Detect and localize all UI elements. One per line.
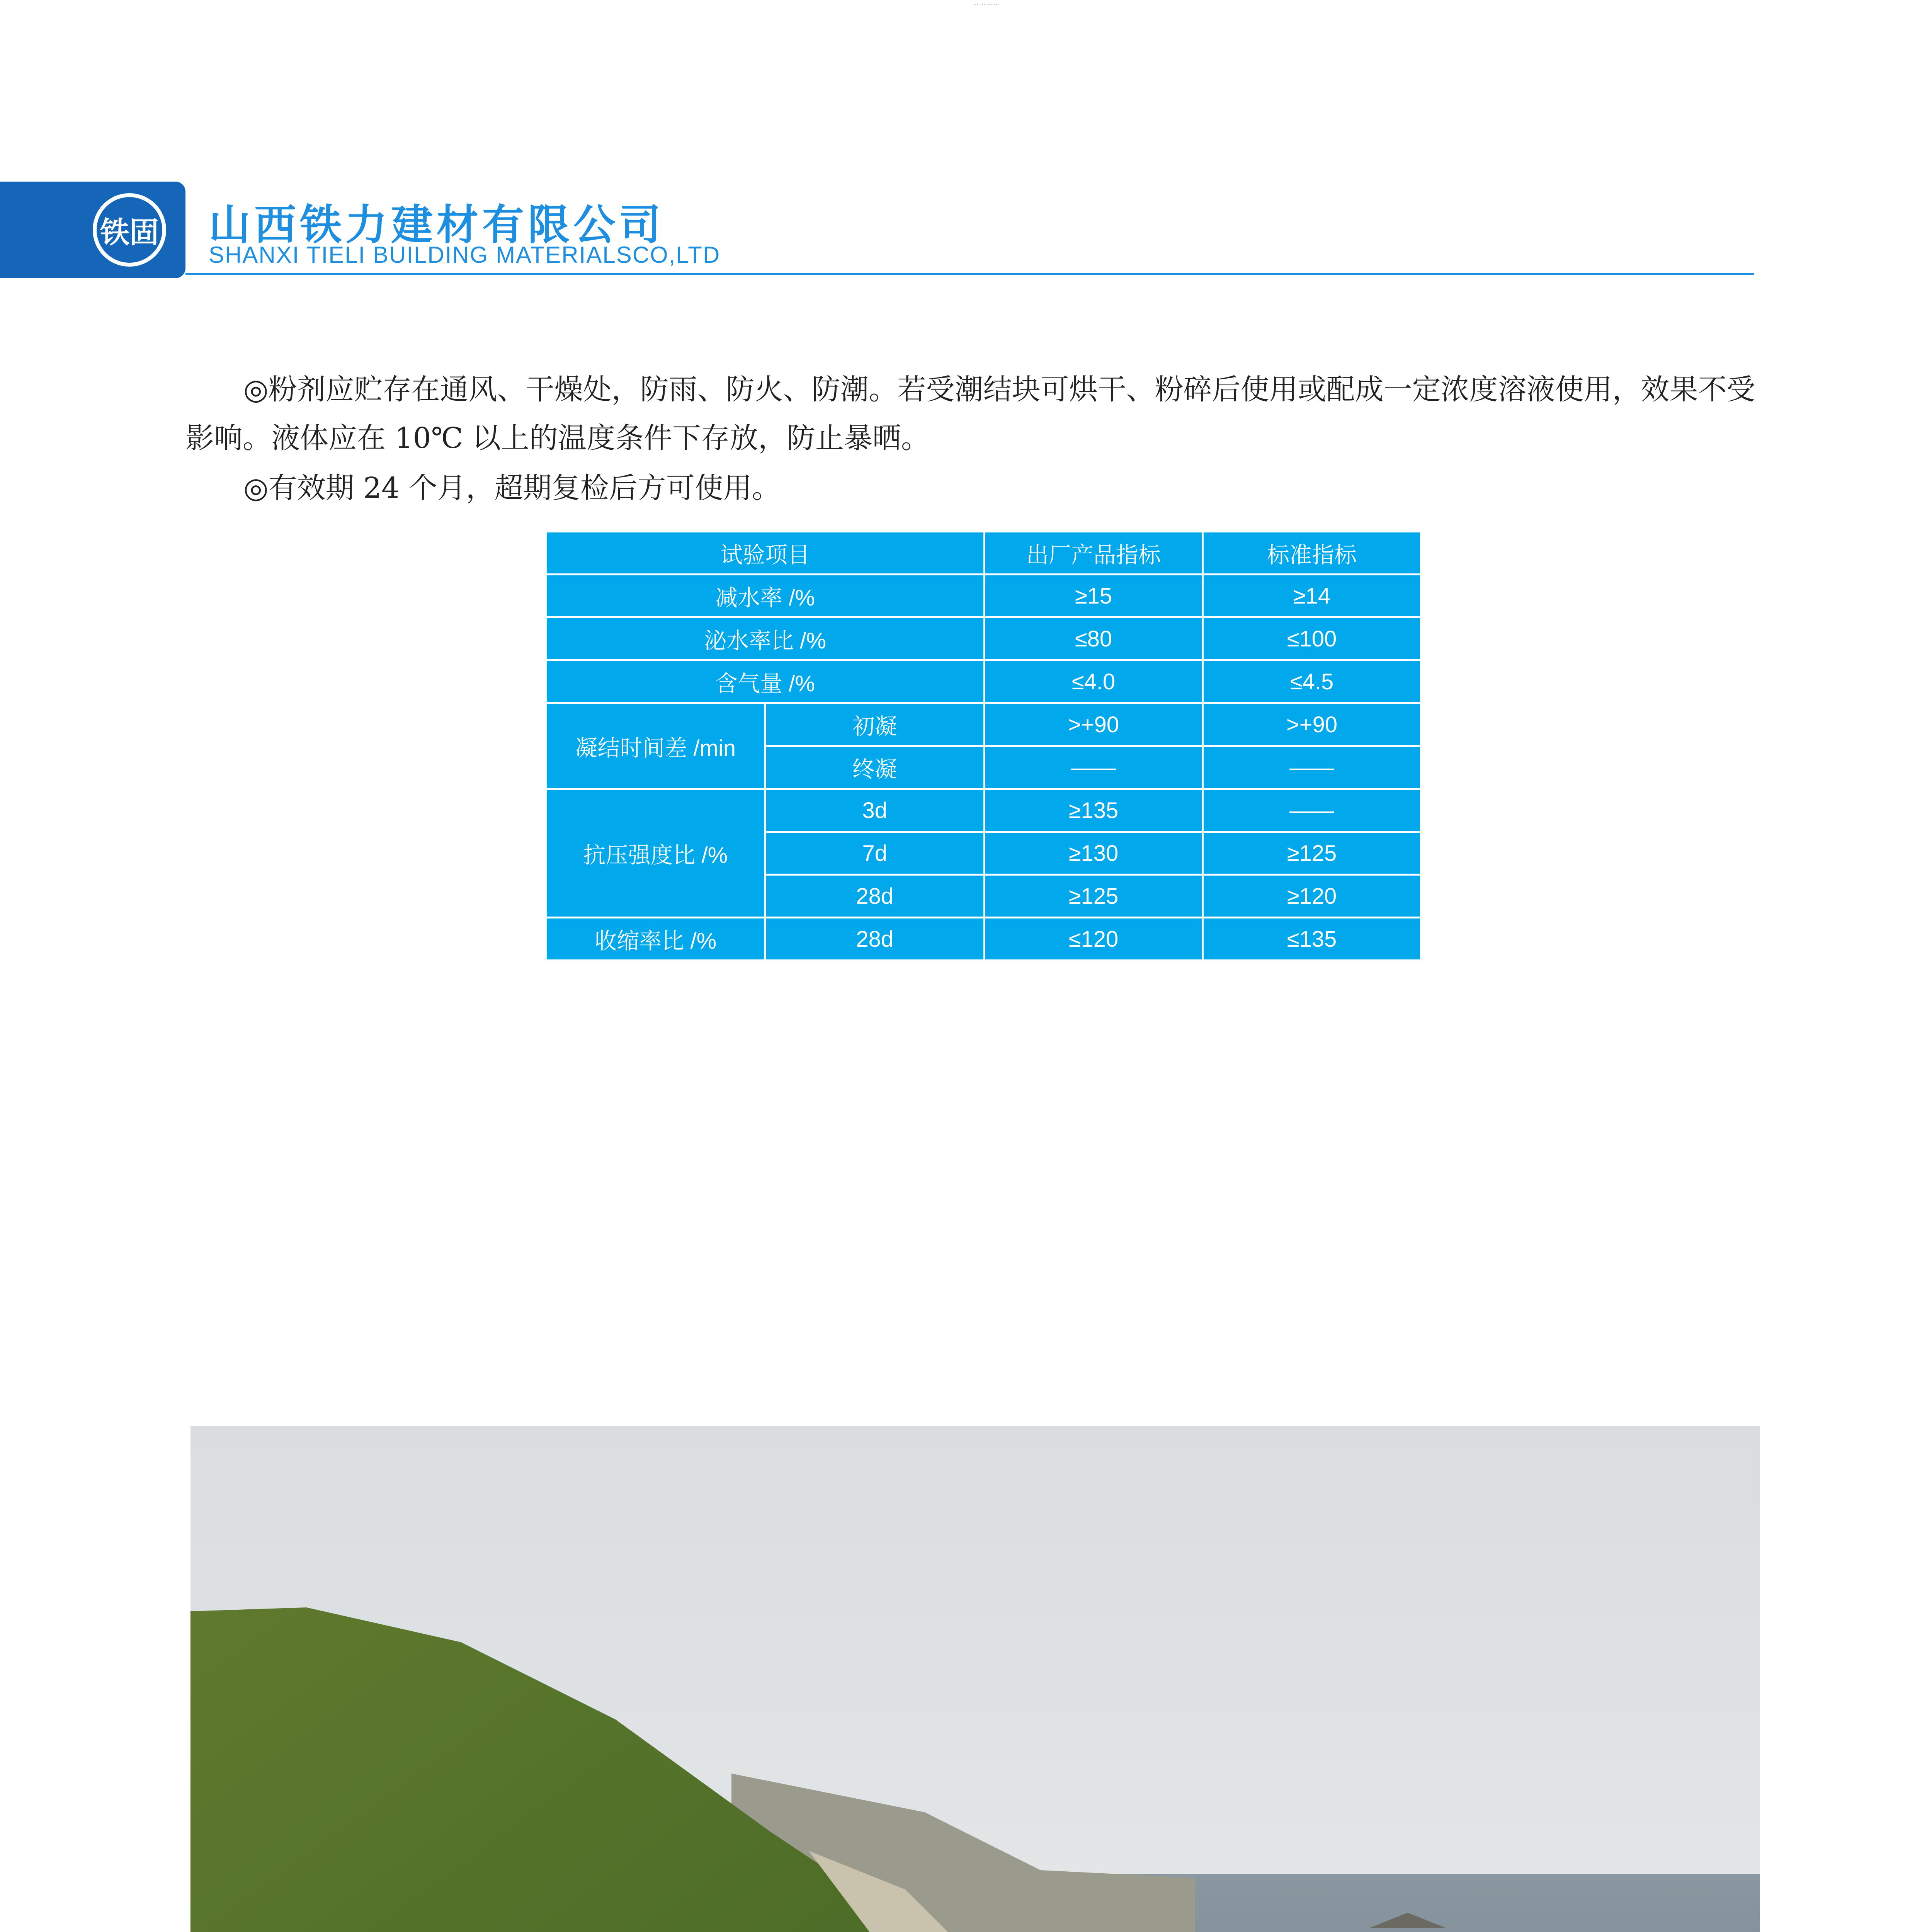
table-cell: ≥15 [985, 575, 1203, 617]
table-cell: 28d [765, 875, 985, 918]
table-row [546, 703, 1421, 746]
table-cell: ≤120 [985, 918, 1203, 961]
company-logo [89, 189, 170, 270]
table-row [546, 918, 1421, 961]
table-cell: 泌水率比 /% [546, 617, 985, 660]
spec-table [545, 531, 1422, 961]
table-cell: ≤100 [1203, 617, 1421, 660]
table-cell: ≤4.0 [985, 660, 1203, 703]
table-cell: 7d [765, 832, 985, 875]
company-name-cn: 山西铁力建材有限公司 [209, 201, 665, 249]
table-cell: ≥130 [985, 832, 1203, 875]
table-cell: ≤80 [985, 617, 1203, 660]
top-note: ··· ··· ······· [973, 2, 999, 8]
table-row [546, 660, 1421, 703]
header-divider [185, 273, 1754, 275]
table-header-row [546, 532, 1421, 575]
table-cell: 含气量 /% [546, 660, 985, 703]
table-cell: ≥125 [1203, 832, 1421, 875]
table-cell: ≥120 [1203, 875, 1421, 918]
table-header-cell: 标准指标 [1203, 532, 1421, 575]
table-cell: 28d [765, 918, 985, 961]
table-cell: 凝结时间差 /min [546, 703, 765, 789]
table-row [546, 617, 1421, 660]
table-row [546, 789, 1421, 832]
table-cell: 减水率 /% [546, 575, 985, 617]
table-cell: >+90 [985, 703, 1203, 746]
validity-paragraph: ◎有效期 24 个月，超期复检后方可使用。 [243, 471, 781, 505]
table-header-cell: 试验项目 [546, 532, 985, 575]
table-cell: ≥14 [1203, 575, 1421, 617]
table-header-cell: 出厂产品指标 [985, 532, 1203, 575]
table-cell: ≤135 [1203, 918, 1421, 961]
table-cell: 初凝 [765, 703, 985, 746]
table-cell: —— [1203, 746, 1421, 789]
table-cell: >+90 [1203, 703, 1421, 746]
bridge-photo [190, 1426, 1760, 1932]
table-cell: ≥125 [985, 875, 1203, 918]
table-cell: —— [1203, 789, 1421, 832]
table-cell: 终凝 [765, 746, 985, 789]
storage-paragraph: ◎粉剂应贮存在通风、干燥处，防雨、防火、防潮。若受潮结块可烘干、粉碎后使用或配成一定浓度溶液使用，效果不受影响。液体应在 10℃ 以上的温度条件下存放，防止暴晒。 [185, 373, 1755, 455]
table-cell: 抗压强度比 /% [546, 789, 765, 918]
table-cell: 3d [765, 789, 985, 832]
table-cell: ≤4.5 [1203, 660, 1421, 703]
logo-text: 铁固 [97, 197, 162, 263]
table-row [546, 575, 1421, 617]
table-cell: 收缩率比 /% [546, 918, 765, 961]
table-cell: —— [985, 746, 1203, 789]
table-cell: ≥135 [985, 789, 1203, 832]
company-name-en: SHANXI TIELI BUILDING MATERIALSCO,LTD [209, 242, 721, 268]
